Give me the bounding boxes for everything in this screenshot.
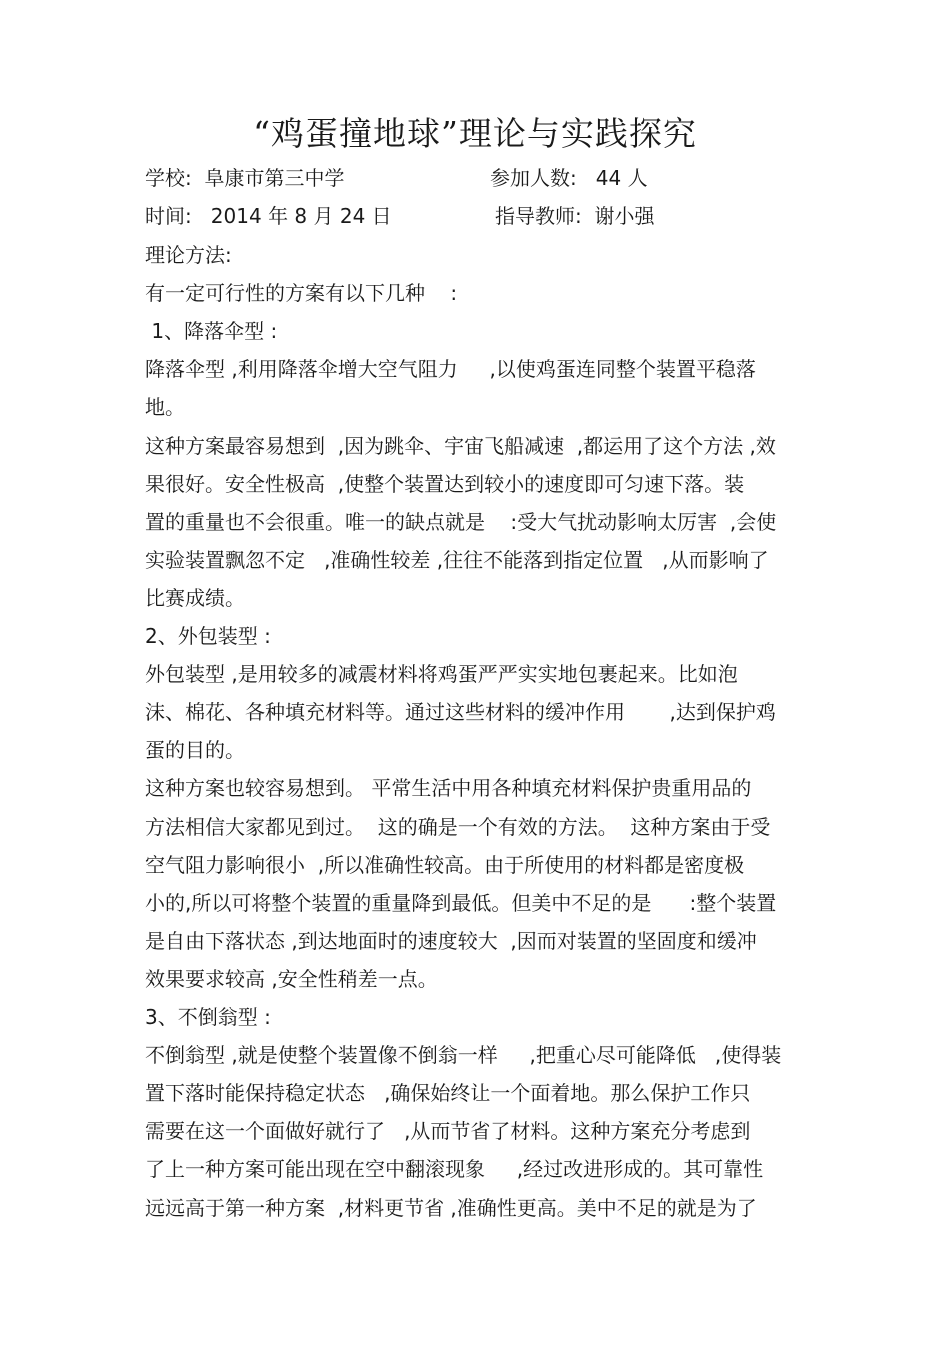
time-text: 时间: 2014 年 8 月 24 日 bbox=[145, 204, 392, 228]
body-line: 效果要求较高 ,安全性稍差一点。 bbox=[145, 967, 438, 991]
body-line: 是自由下落状态 ,到达地面时的速度较大 ,因而对装置的坚固度和缓冲 bbox=[145, 929, 757, 953]
teacher-line bbox=[495, 201, 795, 231]
body-line: 需要在这一个面做好就行了 ,从而节省了材料。这种方案充分考虑到 bbox=[145, 1119, 751, 1143]
body-line: 地。 bbox=[145, 395, 185, 419]
body-line: 小的,所以可将整个装置的重量降到最低。但美中不足的是 :整个装置 bbox=[145, 891, 777, 915]
body-line: 置的重量也不会很重。唯一的缺点就是 :受大气扰动影响太厉害 ,会使 bbox=[145, 510, 777, 534]
body-line: 有一定可行性的方案有以下几种 : bbox=[145, 281, 458, 305]
body-line: 实验装置飘忽不定 ,准确性较差 ,往往不能落到指定位置 ,从而影响了 bbox=[145, 548, 769, 572]
body-line: 方法相信大家都见到过。 这的确是一个有效的方法。 这种方案由于受 bbox=[145, 815, 771, 839]
body-line: 这种方案最容易想到 ,因为跳伞、宇宙飞船减速 ,都运用了这个方法 ,效 bbox=[145, 434, 776, 458]
teacher-text: 指导教师: 谢小强 bbox=[495, 204, 655, 228]
body-line: 果很好。安全性极高 ,使整个装置达到较小的速度即可匀速下落。装 bbox=[145, 472, 745, 496]
school-text: 学校: 阜康市第三中学 bbox=[145, 166, 345, 190]
participants-text: 参加人数: 44 人 bbox=[490, 166, 648, 190]
body-line: 理论方法: bbox=[145, 243, 232, 267]
participants-line bbox=[490, 163, 790, 193]
body-line: 远远高于第一种方案 ,材料更节省 ,准确性更高。美中不足的就是为了 bbox=[145, 1196, 757, 1220]
body-line: 外包装型 ,是用较多的减震材料将鸡蛋严严实实地包裹起来。比如泡 bbox=[145, 662, 738, 686]
document-title: “鸡蛋撞地球”理论与实践探究 bbox=[253, 114, 697, 153]
body-line: 降落伞型 ,利用降落伞增大空气阻力 ,以使鸡蛋连同整个装置平稳落 bbox=[145, 357, 756, 381]
body-line: 这种方案也较容易想到。 平常生活中用各种填充材料保护贵重用品的 bbox=[145, 776, 752, 800]
body-line: 置下落时能保持稳定状态 ,确保始终让一个面着地。那么保护工作只 bbox=[145, 1081, 751, 1105]
body-line: 空气阻力影响很小 ,所以准确性较高。由于所使用的材料都是密度极 bbox=[145, 853, 745, 877]
body-line: 3、不倒翁型 : bbox=[145, 1005, 271, 1029]
body-line: 蛋的目的。 bbox=[145, 738, 245, 762]
body-line: 不倒翁型 ,就是使整个装置像不倒翁一样 ,把重心尽可能降低 ,使得装 bbox=[145, 1043, 782, 1067]
body-line: 比赛成绩。 bbox=[145, 586, 245, 610]
body-line: 沫、棉花、各种填充材料等。通过这些材料的缓冲作用 ,达到保护鸡 bbox=[145, 700, 776, 724]
body-line: 1、降落伞型 : bbox=[145, 319, 278, 343]
body-line: 了上一种方案可能出现在空中翻滚现象 ,经过改进形成的。其可靠性 bbox=[145, 1157, 764, 1181]
body-line: 2、外包装型 : bbox=[145, 624, 271, 648]
